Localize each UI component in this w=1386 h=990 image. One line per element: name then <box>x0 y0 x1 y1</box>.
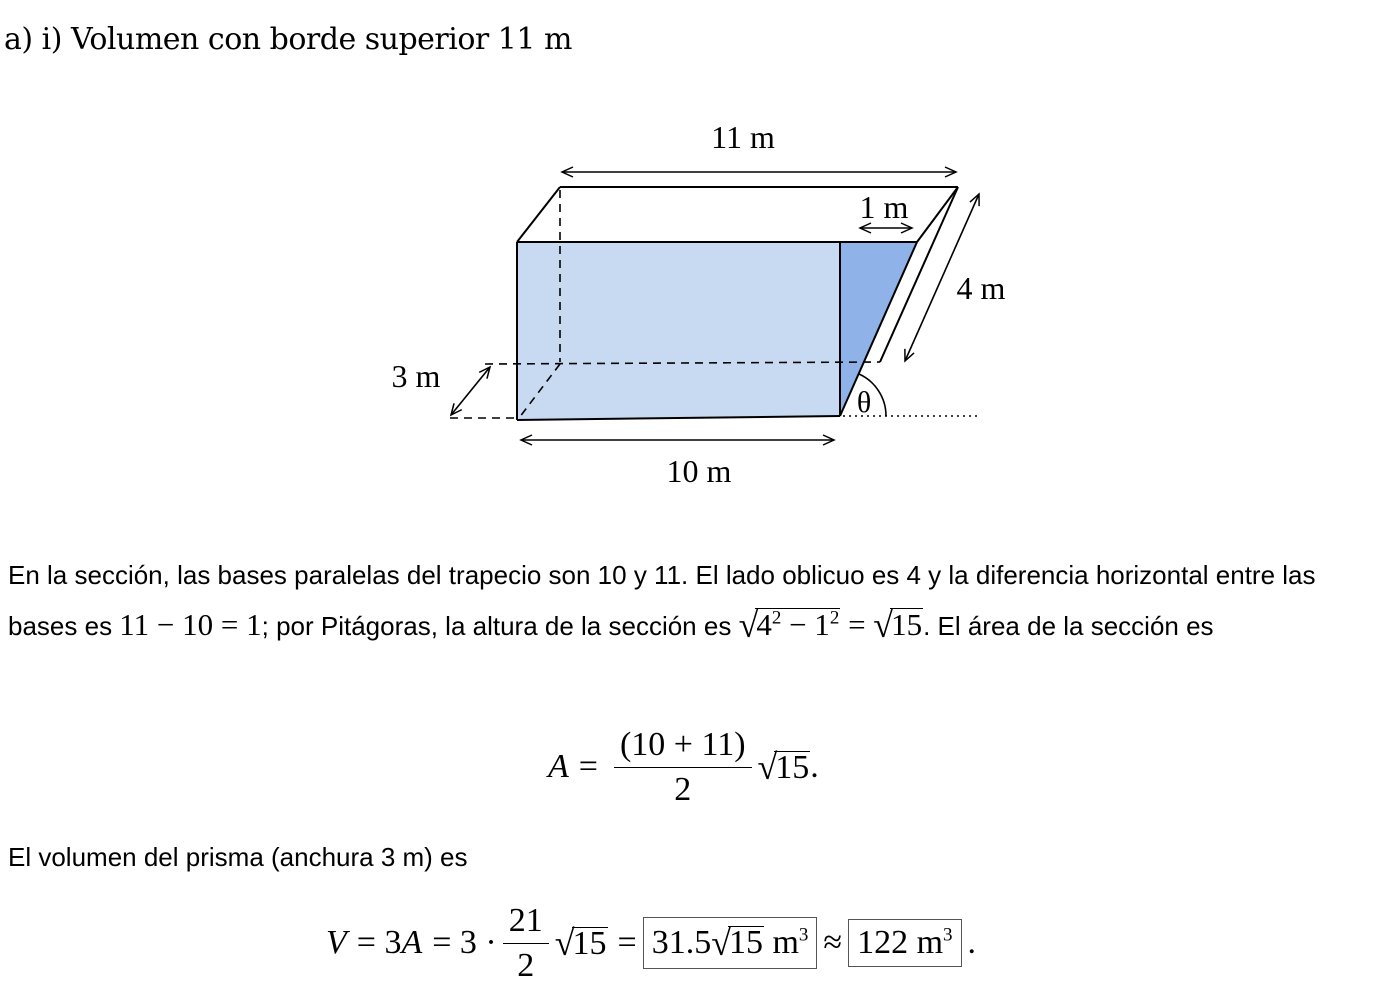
volume-equals: = <box>617 924 637 961</box>
exp-two-a: 2 <box>771 607 782 629</box>
exact-radicand: 15 <box>728 924 763 961</box>
exact-unit: m <box>772 924 799 961</box>
area-equation: A = $\frac{(10 + 11)}{2}$ √ 15 . <box>548 725 819 808</box>
label-slant: 4 m <box>956 270 1006 306</box>
area-numerator: (10 + 11) <box>614 727 752 768</box>
water-volume <box>517 242 840 420</box>
radical-fifteen: 15 <box>891 607 923 642</box>
explanation-paragraph <box>8 550 1383 651</box>
section-heading: a) i) Volumen con borde superior 11 m <box>4 22 572 57</box>
math-height: $√4^2 - 1^2 = √15$ <box>738 605 923 645</box>
volume-numerator: 21 <box>503 903 549 944</box>
area-period: . <box>810 748 819 785</box>
volume-paragraph: El volumen del prisma (anchura 3 m) es <box>8 842 468 872</box>
approx-result-box <box>848 919 961 967</box>
volume-period: . <box>967 924 977 961</box>
approx-value: 122 m <box>857 924 944 961</box>
text-area: . El área de la sección es <box>923 611 1214 641</box>
volume-symbol: V <box>326 924 347 961</box>
approx-exponent: 3 <box>943 924 953 946</box>
radical-height <box>755 608 840 641</box>
exact-coefficient: 31.5 <box>651 924 712 961</box>
label-depth: 3 m <box>391 358 441 394</box>
label-bottom-width: 10 m <box>666 453 732 489</box>
area-symbol: A <box>548 748 569 785</box>
area-radicand: 15 <box>775 748 810 786</box>
minus-one: − 1 <box>781 607 830 642</box>
volume-equation: V = 3 A = 3 · $\frac{21}{2}$ √ 15 = 31.5√15 $m^3$ ≈ 122 $m^3$ . <box>326 901 977 984</box>
area-denominator: 2 <box>674 770 692 808</box>
volume-part1: = 3 <box>356 924 402 961</box>
exact-result-box: 31.5√15 $m^3$ <box>643 917 818 969</box>
text-bases: En la sección, las bases paralelas del trapecio son 10 y 11. El lado oblicuo es 4 y la diferencia horizontal entre las bases es <box>8 560 1316 641</box>
area-equals: = <box>578 748 598 785</box>
volume-var-a: A <box>401 924 423 961</box>
base-four: 4 <box>756 607 772 642</box>
label-top-width: 11 m <box>711 119 775 155</box>
volume-radicand: 15 <box>572 924 607 962</box>
volume-denominator: 2 <box>517 946 535 984</box>
equals: = <box>840 607 874 642</box>
volume-part2: = 3 · <box>432 924 497 961</box>
math-difference: 11 − 10 = 1 <box>119 607 262 642</box>
exp-two-b: 2 <box>829 607 840 629</box>
volume-fraction <box>503 903 549 984</box>
prism-diagram <box>380 110 1020 500</box>
label-angle: θ <box>856 386 872 419</box>
approx-sign: ≈ <box>823 924 843 961</box>
text-pythagoras: ; por Pitágoras, la altura de la sección es <box>261 611 739 641</box>
exact-exponent: 3 <box>798 924 809 946</box>
area-fraction <box>614 727 752 808</box>
label-inner-width: 1 m <box>859 189 909 225</box>
